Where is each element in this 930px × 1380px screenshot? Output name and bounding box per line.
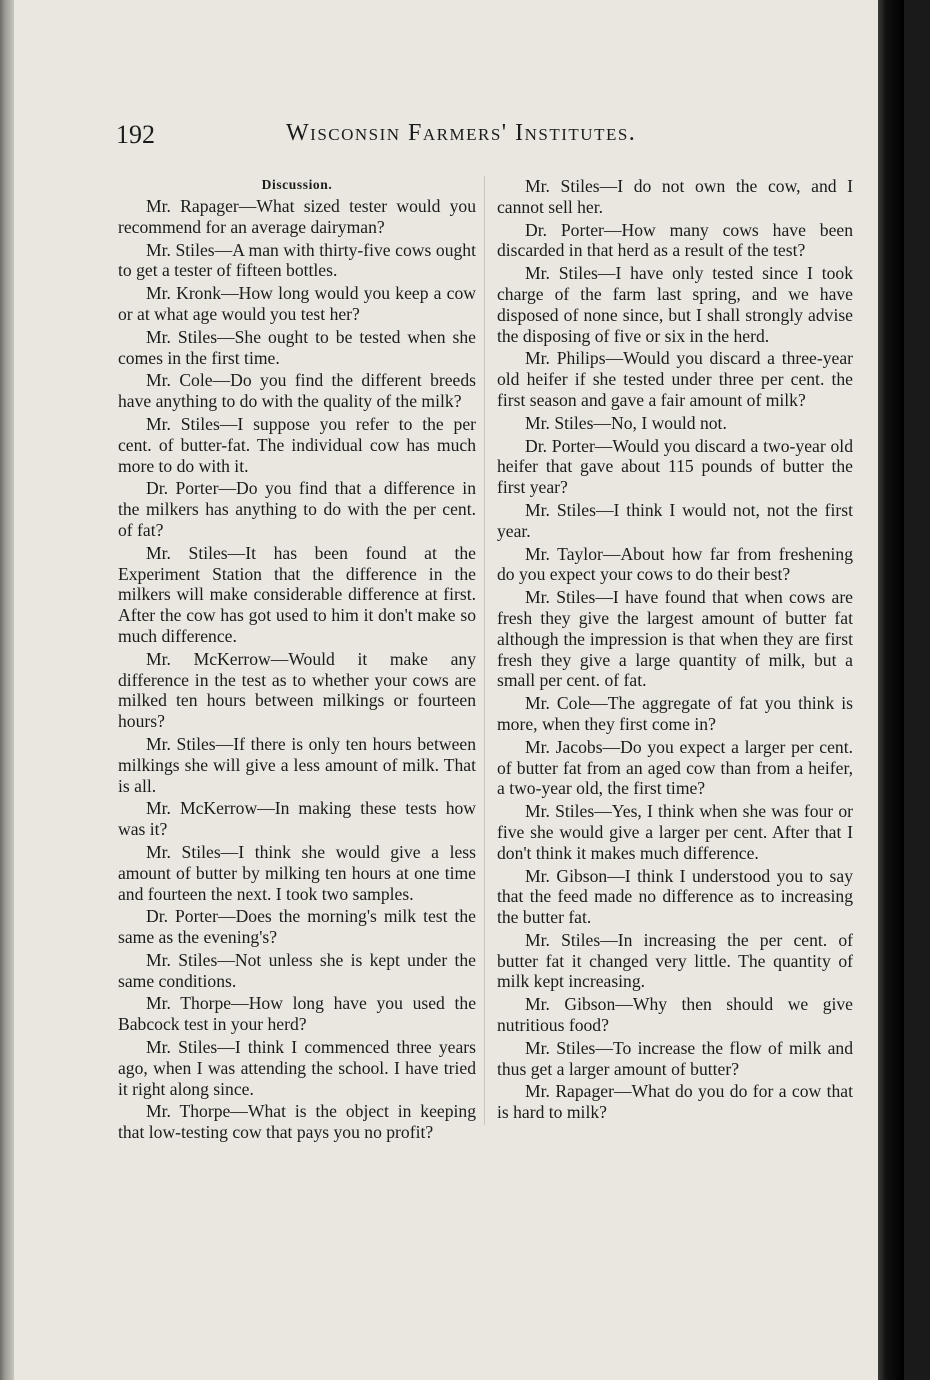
paragraph: Mr. Cole—Do you find the different breeds have anything to do with the quality of the milk? — [118, 370, 476, 412]
paragraph: Mr. Thorpe—What is the object in keeping that low-testing cow that pays you no profit? — [118, 1101, 476, 1143]
paragraph: Mr. Stiles—Not unless she is kept under the same conditions. — [118, 949, 476, 991]
paragraph: Mr. Gibson—Why then should we give nutritious food? — [497, 994, 853, 1036]
paragraph: Mr. Cole—The aggregate of fat you think is more, when they first come in? — [497, 693, 853, 734]
paragraph: Mr. Rapager—What sized tester would you recommend for an average dairyman? — [118, 196, 476, 237]
paragraph: Mr. Gibson—I think I understood you to say that the feed made no difference as to increasing the butter fat. — [497, 865, 853, 928]
paragraph: Mr. McKerrow—In making these tests how was it? — [118, 798, 476, 840]
paragraph: Dr. Porter—Would you discard a two-year old heifer that gave about 115 pounds of butter the first year? — [497, 435, 853, 498]
paragraph: Mr. Stiles—If there is only ten hours between milkings she will give a less amount of milk. That is all. — [118, 733, 476, 796]
paragraph: Mr. Stiles—I think she would give a less amount of butter by milking ten hours at one time and fourteen the next. I took two samples. — [118, 841, 476, 904]
paragraph: Mr. Kronk—How long would you keep a cow or at what age would you test her? — [118, 283, 476, 324]
paragraph: Mr. Stiles—I have only tested since I took charge of the farm last spring, and we have disposed of none since, but I shall strongly advise the disposing of five or six in the herd. — [497, 263, 853, 346]
paragraph: Dr. Porter—Do you find that a difference in the milkers has anything to do with the per cent. of fat? — [118, 478, 476, 540]
paragraph: Mr. Stiles—I think I commenced three years ago, when I was attending the school. I have tried it right along since. — [118, 1037, 476, 1099]
running-title: Wisconsin Farmers' Institutes. — [286, 120, 637, 146]
paragraph: Mr. Thorpe—How long have you used the Babcock test in your herd? — [118, 993, 476, 1035]
page-number: 192 — [116, 120, 155, 149]
book-page — [14, 0, 904, 1380]
book-spine — [0, 0, 14, 1380]
paragraph: Mr. Stiles—It has been found at the Experiment Station that the difference in the milkers will make considerable difference at first. After the cow has got used to him it don't make so much difference. — [118, 542, 476, 646]
paragraph: Dr. Porter—How many cows have been discarded in that herd as a result of the test? — [497, 219, 853, 261]
paragraph: Mr. Taylor—About how far from freshening do you expect your cows to do their best? — [497, 543, 853, 585]
paragraph: Mr. Stiles—I have found that when cows are fresh they give the largest amount of butter fat although the impression is that when they are first fresh they give a large quantity of milk, but a small per cent. of fat. — [497, 587, 853, 691]
paragraph: Mr. Rapager—What do you do for a cow that is hard to milk? — [497, 1081, 853, 1123]
page-header — [116, 120, 686, 158]
right-column — [484, 176, 853, 1125]
paragraph: Mr. Stiles—To increase the flow of milk and thus get a larger amount of butter? — [497, 1037, 853, 1079]
paragraph: Mr. Stiles—In increasing the per cent. of butter fat it changed very little. The quantity of milk kept increasing. — [497, 929, 853, 992]
paragraph: Mr. Stiles—I suppose you refer to the per cent. of butter-fat. The individual cow has much more to do with it. — [118, 413, 476, 476]
paragraph: Mr. Stiles—I do not own the cow, and I cannot sell her. — [497, 176, 853, 217]
section-heading: Discussion. — [261, 177, 333, 192]
paragraph: Mr. Jacobs—Do you expect a larger per cent. of butter fat from an aged cow than from a heifer, a two-year old, the first time? — [497, 736, 853, 799]
paragraph: Mr. Philips—Would you discard a three-year old heifer if she tested under three per cent. the first season and gave a fair amount of milk? — [497, 348, 853, 410]
paragraph: Mr. Stiles—Yes, I think when she was four or five she would give a larger per cent. After that I don't think it makes much difference. — [497, 801, 853, 863]
paragraph: Mr. Stiles—She ought to be tested when she comes in the first time. — [118, 326, 476, 368]
paragraph: Mr. Stiles—I think I would not, not the first year. — [497, 499, 853, 541]
paragraph: Mr. Stiles—No, I would not. — [525, 412, 727, 433]
left-column — [118, 176, 476, 1145]
paragraph: Dr. Porter—Does the morning's milk test the same as the evening's? — [118, 906, 476, 948]
paragraph: Mr. McKerrow—Would it make any difference in the test as to whether your cows are milked ten hours between milkings or fourteen hours? — [118, 648, 476, 732]
paragraph: Mr. Stiles—A man with thirty-five cows ought to get a tester of fifteen bottles. — [118, 239, 476, 281]
page-edge-shadow — [878, 0, 904, 1380]
